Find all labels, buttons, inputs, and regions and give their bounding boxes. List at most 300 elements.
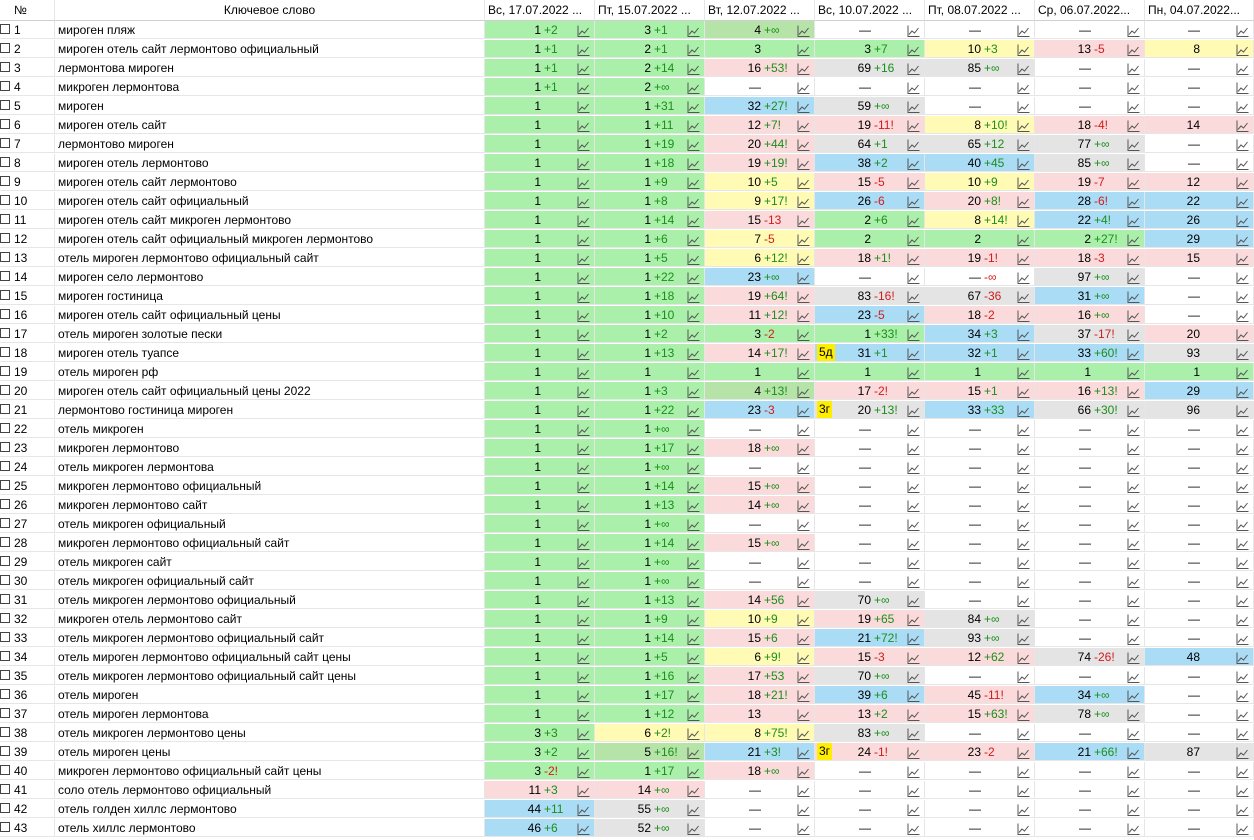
header-keyword[interactable]: Ключевое слово <box>55 0 485 21</box>
position-cell[interactable] <box>925 401 1035 419</box>
chart-icon[interactable] <box>687 632 700 644</box>
chart-icon[interactable] <box>907 575 920 587</box>
chart-icon[interactable] <box>1236 803 1249 815</box>
chart-icon[interactable] <box>797 157 810 169</box>
position-cell[interactable] <box>595 439 705 457</box>
chart-icon[interactable] <box>687 100 700 112</box>
keyword-cell[interactable]: мироген отель туапсе <box>55 344 485 362</box>
chart-icon[interactable] <box>1017 81 1030 93</box>
table-row[interactable] <box>0 610 1254 629</box>
position-cell[interactable] <box>1145 496 1254 514</box>
table-row[interactable] <box>0 819 1254 838</box>
chart-icon[interactable] <box>1127 233 1140 245</box>
chart-icon[interactable] <box>687 385 700 397</box>
header-date-0[interactable]: Вс, 17.07.2022 ... <box>485 0 595 21</box>
row-checkbox[interactable] <box>0 328 10 338</box>
chart-icon[interactable] <box>1017 328 1030 340</box>
chart-icon[interactable] <box>1127 309 1140 321</box>
chart-icon[interactable] <box>797 803 810 815</box>
position-cell[interactable] <box>925 97 1035 115</box>
position-cell[interactable] <box>925 59 1035 77</box>
chart-icon[interactable] <box>1236 518 1249 530</box>
chart-icon[interactable] <box>687 62 700 74</box>
chart-icon[interactable] <box>1017 157 1030 169</box>
chart-icon[interactable] <box>1236 670 1249 682</box>
chart-icon[interactable] <box>1127 746 1140 758</box>
row-checkbox[interactable] <box>0 708 10 718</box>
position-cell[interactable] <box>925 572 1035 590</box>
position-cell[interactable] <box>815 116 925 134</box>
chart-icon[interactable] <box>797 651 810 663</box>
position-cell[interactable] <box>1145 534 1254 552</box>
position-cell[interactable] <box>485 819 595 837</box>
position-cell[interactable] <box>705 154 815 172</box>
position-cell[interactable] <box>1145 325 1254 343</box>
table-row[interactable] <box>0 59 1254 78</box>
chart-icon[interactable] <box>797 385 810 397</box>
row-checkbox[interactable] <box>0 651 10 661</box>
chart-icon[interactable] <box>907 404 920 416</box>
position-cell[interactable] <box>485 97 595 115</box>
chart-icon[interactable] <box>1127 556 1140 568</box>
chart-icon[interactable] <box>577 43 590 55</box>
chart-icon[interactable] <box>907 347 920 359</box>
position-cell[interactable] <box>1145 154 1254 172</box>
chart-icon[interactable] <box>1017 43 1030 55</box>
position-cell[interactable] <box>485 667 595 685</box>
position-cell[interactable] <box>595 534 705 552</box>
chart-icon[interactable] <box>1236 632 1249 644</box>
position-cell[interactable] <box>595 173 705 191</box>
position-cell[interactable] <box>1145 116 1254 134</box>
position-cell[interactable] <box>485 686 595 704</box>
position-cell[interactable] <box>595 97 705 115</box>
chart-icon[interactable] <box>797 670 810 682</box>
chart-icon[interactable] <box>907 233 920 245</box>
keyword-cell[interactable]: соло отель лермонтово официальный <box>55 781 485 799</box>
position-cell[interactable] <box>595 477 705 495</box>
position-cell[interactable] <box>815 553 925 571</box>
position-cell[interactable] <box>815 135 925 153</box>
position-cell[interactable] <box>485 458 595 476</box>
position-cell[interactable] <box>485 211 595 229</box>
chart-icon[interactable] <box>1236 480 1249 492</box>
position-cell[interactable] <box>705 762 815 780</box>
position-cell[interactable] <box>485 591 595 609</box>
chart-icon[interactable] <box>687 43 700 55</box>
chart-icon[interactable] <box>577 176 590 188</box>
position-cell[interactable] <box>1145 135 1254 153</box>
table-row[interactable] <box>0 135 1254 154</box>
position-cell[interactable] <box>1035 610 1145 628</box>
position-cell[interactable] <box>705 116 815 134</box>
position-cell[interactable] <box>815 591 925 609</box>
position-cell[interactable] <box>815 230 925 248</box>
chart-icon[interactable] <box>907 746 920 758</box>
position-cell[interactable] <box>485 287 595 305</box>
chart-icon[interactable] <box>687 271 700 283</box>
position-cell[interactable] <box>925 21 1035 39</box>
chart-icon[interactable] <box>1017 290 1030 302</box>
chart-icon[interactable] <box>907 499 920 511</box>
chart-icon[interactable] <box>1127 24 1140 36</box>
position-cell[interactable] <box>1145 781 1254 799</box>
position-cell[interactable] <box>925 325 1035 343</box>
chart-icon[interactable] <box>687 157 700 169</box>
position-cell[interactable] <box>485 743 595 761</box>
position-cell[interactable] <box>1035 420 1145 438</box>
position-cell[interactable] <box>595 344 705 362</box>
chart-icon[interactable] <box>687 366 700 378</box>
table-row[interactable] <box>0 97 1254 116</box>
position-cell[interactable] <box>705 344 815 362</box>
chart-icon[interactable] <box>1127 670 1140 682</box>
chart-icon[interactable] <box>1236 556 1249 568</box>
chart-icon[interactable] <box>1127 727 1140 739</box>
position-cell[interactable] <box>1145 477 1254 495</box>
chart-icon[interactable] <box>1127 328 1140 340</box>
chart-icon[interactable] <box>577 385 590 397</box>
chart-icon[interactable] <box>907 195 920 207</box>
position-cell[interactable] <box>1145 382 1254 400</box>
position-cell[interactable] <box>595 192 705 210</box>
position-cell[interactable] <box>1035 59 1145 77</box>
chart-icon[interactable] <box>577 328 590 340</box>
position-cell[interactable] <box>925 363 1035 381</box>
chart-icon[interactable] <box>1236 157 1249 169</box>
position-cell[interactable] <box>705 401 815 419</box>
position-cell[interactable] <box>1035 287 1145 305</box>
row-checkbox[interactable] <box>0 556 10 566</box>
position-cell[interactable] <box>705 78 815 96</box>
chart-icon[interactable] <box>907 803 920 815</box>
position-cell[interactable] <box>815 496 925 514</box>
chart-icon[interactable] <box>1127 347 1140 359</box>
table-row[interactable] <box>0 496 1254 515</box>
chart-icon[interactable] <box>907 138 920 150</box>
position-cell[interactable] <box>1035 325 1145 343</box>
chart-icon[interactable] <box>687 404 700 416</box>
chart-icon[interactable] <box>1127 385 1140 397</box>
row-checkbox[interactable] <box>0 689 10 699</box>
position-cell[interactable] <box>815 667 925 685</box>
row-checkbox[interactable] <box>0 43 10 53</box>
keyword-cell[interactable]: отель мироген лермонтово официальный сайт цены <box>55 648 485 666</box>
position-cell[interactable] <box>1145 743 1254 761</box>
chart-icon[interactable] <box>1017 24 1030 36</box>
keyword-cell[interactable]: отель голден хиллс лермонтово <box>55 800 485 818</box>
keyword-cell[interactable]: мироген отель сайт официальный цены <box>55 306 485 324</box>
position-cell[interactable] <box>1035 648 1145 666</box>
position-cell[interactable] <box>485 762 595 780</box>
position-cell[interactable] <box>815 97 925 115</box>
chart-icon[interactable] <box>577 537 590 549</box>
table-row[interactable] <box>0 268 1254 287</box>
chart-icon[interactable] <box>907 252 920 264</box>
chart-icon[interactable] <box>1127 575 1140 587</box>
chart-icon[interactable] <box>797 423 810 435</box>
table-row[interactable] <box>0 439 1254 458</box>
chart-icon[interactable] <box>907 480 920 492</box>
keyword-cell[interactable]: отель микроген официальный сайт <box>55 572 485 590</box>
chart-icon[interactable] <box>907 157 920 169</box>
position-cell[interactable] <box>925 781 1035 799</box>
position-cell[interactable] <box>925 439 1035 457</box>
table-row[interactable] <box>0 724 1254 743</box>
position-cell[interactable] <box>595 591 705 609</box>
position-cell[interactable] <box>705 21 815 39</box>
position-cell[interactable] <box>1145 21 1254 39</box>
position-cell[interactable] <box>1145 648 1254 666</box>
position-cell[interactable] <box>705 477 815 495</box>
chart-icon[interactable] <box>687 309 700 321</box>
chart-icon[interactable] <box>577 613 590 625</box>
chart-icon[interactable] <box>907 176 920 188</box>
position-cell[interactable] <box>595 496 705 514</box>
chart-icon[interactable] <box>1017 480 1030 492</box>
position-cell[interactable] <box>1035 401 1145 419</box>
position-cell[interactable] <box>1145 705 1254 723</box>
chart-icon[interactable] <box>1236 746 1249 758</box>
chart-icon[interactable] <box>797 784 810 796</box>
chart-icon[interactable] <box>907 43 920 55</box>
position-cell[interactable] <box>1035 553 1145 571</box>
table-row[interactable] <box>0 515 1254 534</box>
row-checkbox[interactable] <box>0 518 10 528</box>
chart-icon[interactable] <box>1127 404 1140 416</box>
chart-icon[interactable] <box>1017 613 1030 625</box>
position-cell[interactable] <box>485 59 595 77</box>
position-cell[interactable] <box>595 230 705 248</box>
position-cell[interactable] <box>1145 192 1254 210</box>
table-row[interactable] <box>0 230 1254 249</box>
position-cell[interactable] <box>485 534 595 552</box>
chart-icon[interactable] <box>907 708 920 720</box>
chart-icon[interactable] <box>1127 43 1140 55</box>
position-cell[interactable] <box>815 705 925 723</box>
chart-icon[interactable] <box>1236 43 1249 55</box>
position-cell[interactable] <box>1035 135 1145 153</box>
row-checkbox[interactable] <box>0 803 10 813</box>
chart-icon[interactable] <box>577 480 590 492</box>
chart-icon[interactable] <box>577 461 590 473</box>
chart-icon[interactable] <box>1236 499 1249 511</box>
position-cell[interactable] <box>705 534 815 552</box>
chart-icon[interactable] <box>1017 347 1030 359</box>
chart-icon[interactable] <box>907 670 920 682</box>
chart-icon[interactable] <box>797 689 810 701</box>
table-row[interactable] <box>0 420 1254 439</box>
chart-icon[interactable] <box>577 765 590 777</box>
position-cell[interactable] <box>815 743 925 761</box>
position-cell[interactable] <box>705 59 815 77</box>
position-cell[interactable] <box>705 572 815 590</box>
position-cell[interactable] <box>925 192 1035 210</box>
keyword-cell[interactable]: мироген отель сайт официальный цены 2022 <box>55 382 485 400</box>
chart-icon[interactable] <box>1127 803 1140 815</box>
position-cell[interactable] <box>485 21 595 39</box>
chart-icon[interactable] <box>1127 822 1140 834</box>
chart-icon[interactable] <box>1127 480 1140 492</box>
chart-icon[interactable] <box>907 328 920 340</box>
chart-icon[interactable] <box>1236 689 1249 701</box>
position-cell[interactable] <box>815 762 925 780</box>
chart-icon[interactable] <box>1236 385 1249 397</box>
chart-icon[interactable] <box>797 822 810 834</box>
position-cell[interactable] <box>1145 515 1254 533</box>
position-cell[interactable] <box>1035 667 1145 685</box>
position-cell[interactable] <box>1035 363 1145 381</box>
chart-icon[interactable] <box>797 252 810 264</box>
position-cell[interactable] <box>925 743 1035 761</box>
chart-icon[interactable] <box>687 480 700 492</box>
chart-icon[interactable] <box>1017 214 1030 226</box>
position-cell[interactable] <box>925 344 1035 362</box>
keyword-cell[interactable]: мироген пляж <box>55 21 485 39</box>
position-cell[interactable] <box>705 591 815 609</box>
row-checkbox[interactable] <box>0 309 10 319</box>
keyword-cell[interactable]: мироген отель сайт <box>55 116 485 134</box>
keyword-cell[interactable]: микроген лермонтово сайт <box>55 496 485 514</box>
position-cell[interactable] <box>595 268 705 286</box>
keyword-cell[interactable]: отель мироген лермонтово официальный сайт <box>55 249 485 267</box>
chart-icon[interactable] <box>1127 271 1140 283</box>
chart-icon[interactable] <box>797 176 810 188</box>
position-cell[interactable] <box>595 667 705 685</box>
chart-icon[interactable] <box>687 518 700 530</box>
position-cell[interactable] <box>595 325 705 343</box>
position-cell[interactable] <box>1035 306 1145 324</box>
position-cell[interactable] <box>705 40 815 58</box>
chart-icon[interactable] <box>907 423 920 435</box>
position-cell[interactable] <box>485 629 595 647</box>
position-cell[interactable] <box>925 800 1035 818</box>
row-checkbox[interactable] <box>0 24 10 34</box>
chart-icon[interactable] <box>1127 195 1140 207</box>
position-cell[interactable] <box>1145 800 1254 818</box>
position-cell[interactable] <box>815 686 925 704</box>
chart-icon[interactable] <box>907 556 920 568</box>
position-cell[interactable] <box>1035 382 1145 400</box>
row-checkbox[interactable] <box>0 195 10 205</box>
table-row[interactable] <box>0 762 1254 781</box>
keyword-cell[interactable]: отель микроген лермонтово официальный <box>55 591 485 609</box>
position-cell[interactable] <box>1035 686 1145 704</box>
table-row[interactable] <box>0 458 1254 477</box>
chart-icon[interactable] <box>1236 81 1249 93</box>
table-row[interactable] <box>0 477 1254 496</box>
position-cell[interactable] <box>1035 458 1145 476</box>
position-cell[interactable] <box>925 230 1035 248</box>
table-row[interactable] <box>0 800 1254 819</box>
position-cell[interactable] <box>925 534 1035 552</box>
table-row[interactable] <box>0 40 1254 59</box>
chart-icon[interactable] <box>577 404 590 416</box>
row-checkbox[interactable] <box>0 271 10 281</box>
position-cell[interactable] <box>815 306 925 324</box>
chart-icon[interactable] <box>797 43 810 55</box>
chart-icon[interactable] <box>1127 461 1140 473</box>
keyword-cell[interactable]: отель микроген <box>55 420 485 438</box>
position-cell[interactable] <box>1035 705 1145 723</box>
chart-icon[interactable] <box>1236 328 1249 340</box>
position-cell[interactable] <box>925 819 1035 837</box>
position-cell[interactable] <box>815 458 925 476</box>
position-cell[interactable] <box>1035 496 1145 514</box>
chart-icon[interactable] <box>797 746 810 758</box>
chart-icon[interactable] <box>1017 385 1030 397</box>
row-checkbox[interactable] <box>0 62 10 72</box>
position-cell[interactable] <box>1145 287 1254 305</box>
table-row[interactable] <box>0 325 1254 344</box>
position-cell[interactable] <box>815 21 925 39</box>
chart-icon[interactable] <box>797 309 810 321</box>
position-cell[interactable] <box>485 230 595 248</box>
chart-icon[interactable] <box>797 347 810 359</box>
chart-icon[interactable] <box>1236 784 1249 796</box>
chart-icon[interactable] <box>907 613 920 625</box>
position-cell[interactable] <box>1035 819 1145 837</box>
position-cell[interactable] <box>815 363 925 381</box>
position-cell[interactable] <box>815 192 925 210</box>
chart-icon[interactable] <box>687 822 700 834</box>
chart-icon[interactable] <box>687 784 700 796</box>
chart-icon[interactable] <box>1017 651 1030 663</box>
position-cell[interactable] <box>925 496 1035 514</box>
chart-icon[interactable] <box>797 632 810 644</box>
chart-icon[interactable] <box>577 366 590 378</box>
position-cell[interactable] <box>595 553 705 571</box>
chart-icon[interactable] <box>577 518 590 530</box>
position-cell[interactable] <box>1145 97 1254 115</box>
keyword-cell[interactable]: мироген отель сайт лермонтово официальный <box>55 40 485 58</box>
position-cell[interactable] <box>705 648 815 666</box>
position-cell[interactable] <box>1145 78 1254 96</box>
position-cell[interactable] <box>1145 458 1254 476</box>
position-cell[interactable] <box>595 382 705 400</box>
position-cell[interactable] <box>485 800 595 818</box>
chart-icon[interactable] <box>797 24 810 36</box>
chart-icon[interactable] <box>907 461 920 473</box>
chart-icon[interactable] <box>1017 138 1030 150</box>
position-cell[interactable] <box>815 610 925 628</box>
chart-icon[interactable] <box>907 271 920 283</box>
position-cell[interactable] <box>485 135 595 153</box>
position-cell[interactable] <box>595 21 705 39</box>
chart-icon[interactable] <box>1236 613 1249 625</box>
keyword-cell[interactable]: лермонтово гостиница мироген <box>55 401 485 419</box>
chart-icon[interactable] <box>797 727 810 739</box>
chart-icon[interactable] <box>577 233 590 245</box>
chart-icon[interactable] <box>1236 214 1249 226</box>
position-cell[interactable] <box>485 496 595 514</box>
chart-icon[interactable] <box>1236 347 1249 359</box>
chart-icon[interactable] <box>797 233 810 245</box>
chart-icon[interactable] <box>1236 138 1249 150</box>
position-cell[interactable] <box>1035 116 1145 134</box>
chart-icon[interactable] <box>1127 689 1140 701</box>
position-cell[interactable] <box>1035 762 1145 780</box>
position-cell[interactable] <box>595 40 705 58</box>
position-cell[interactable] <box>705 610 815 628</box>
chart-icon[interactable] <box>1236 727 1249 739</box>
row-checkbox[interactable] <box>0 157 10 167</box>
row-checkbox[interactable] <box>0 499 10 509</box>
position-cell[interactable] <box>485 648 595 666</box>
position-cell[interactable] <box>925 458 1035 476</box>
row-checkbox[interactable] <box>0 632 10 642</box>
position-cell[interactable] <box>1145 572 1254 590</box>
